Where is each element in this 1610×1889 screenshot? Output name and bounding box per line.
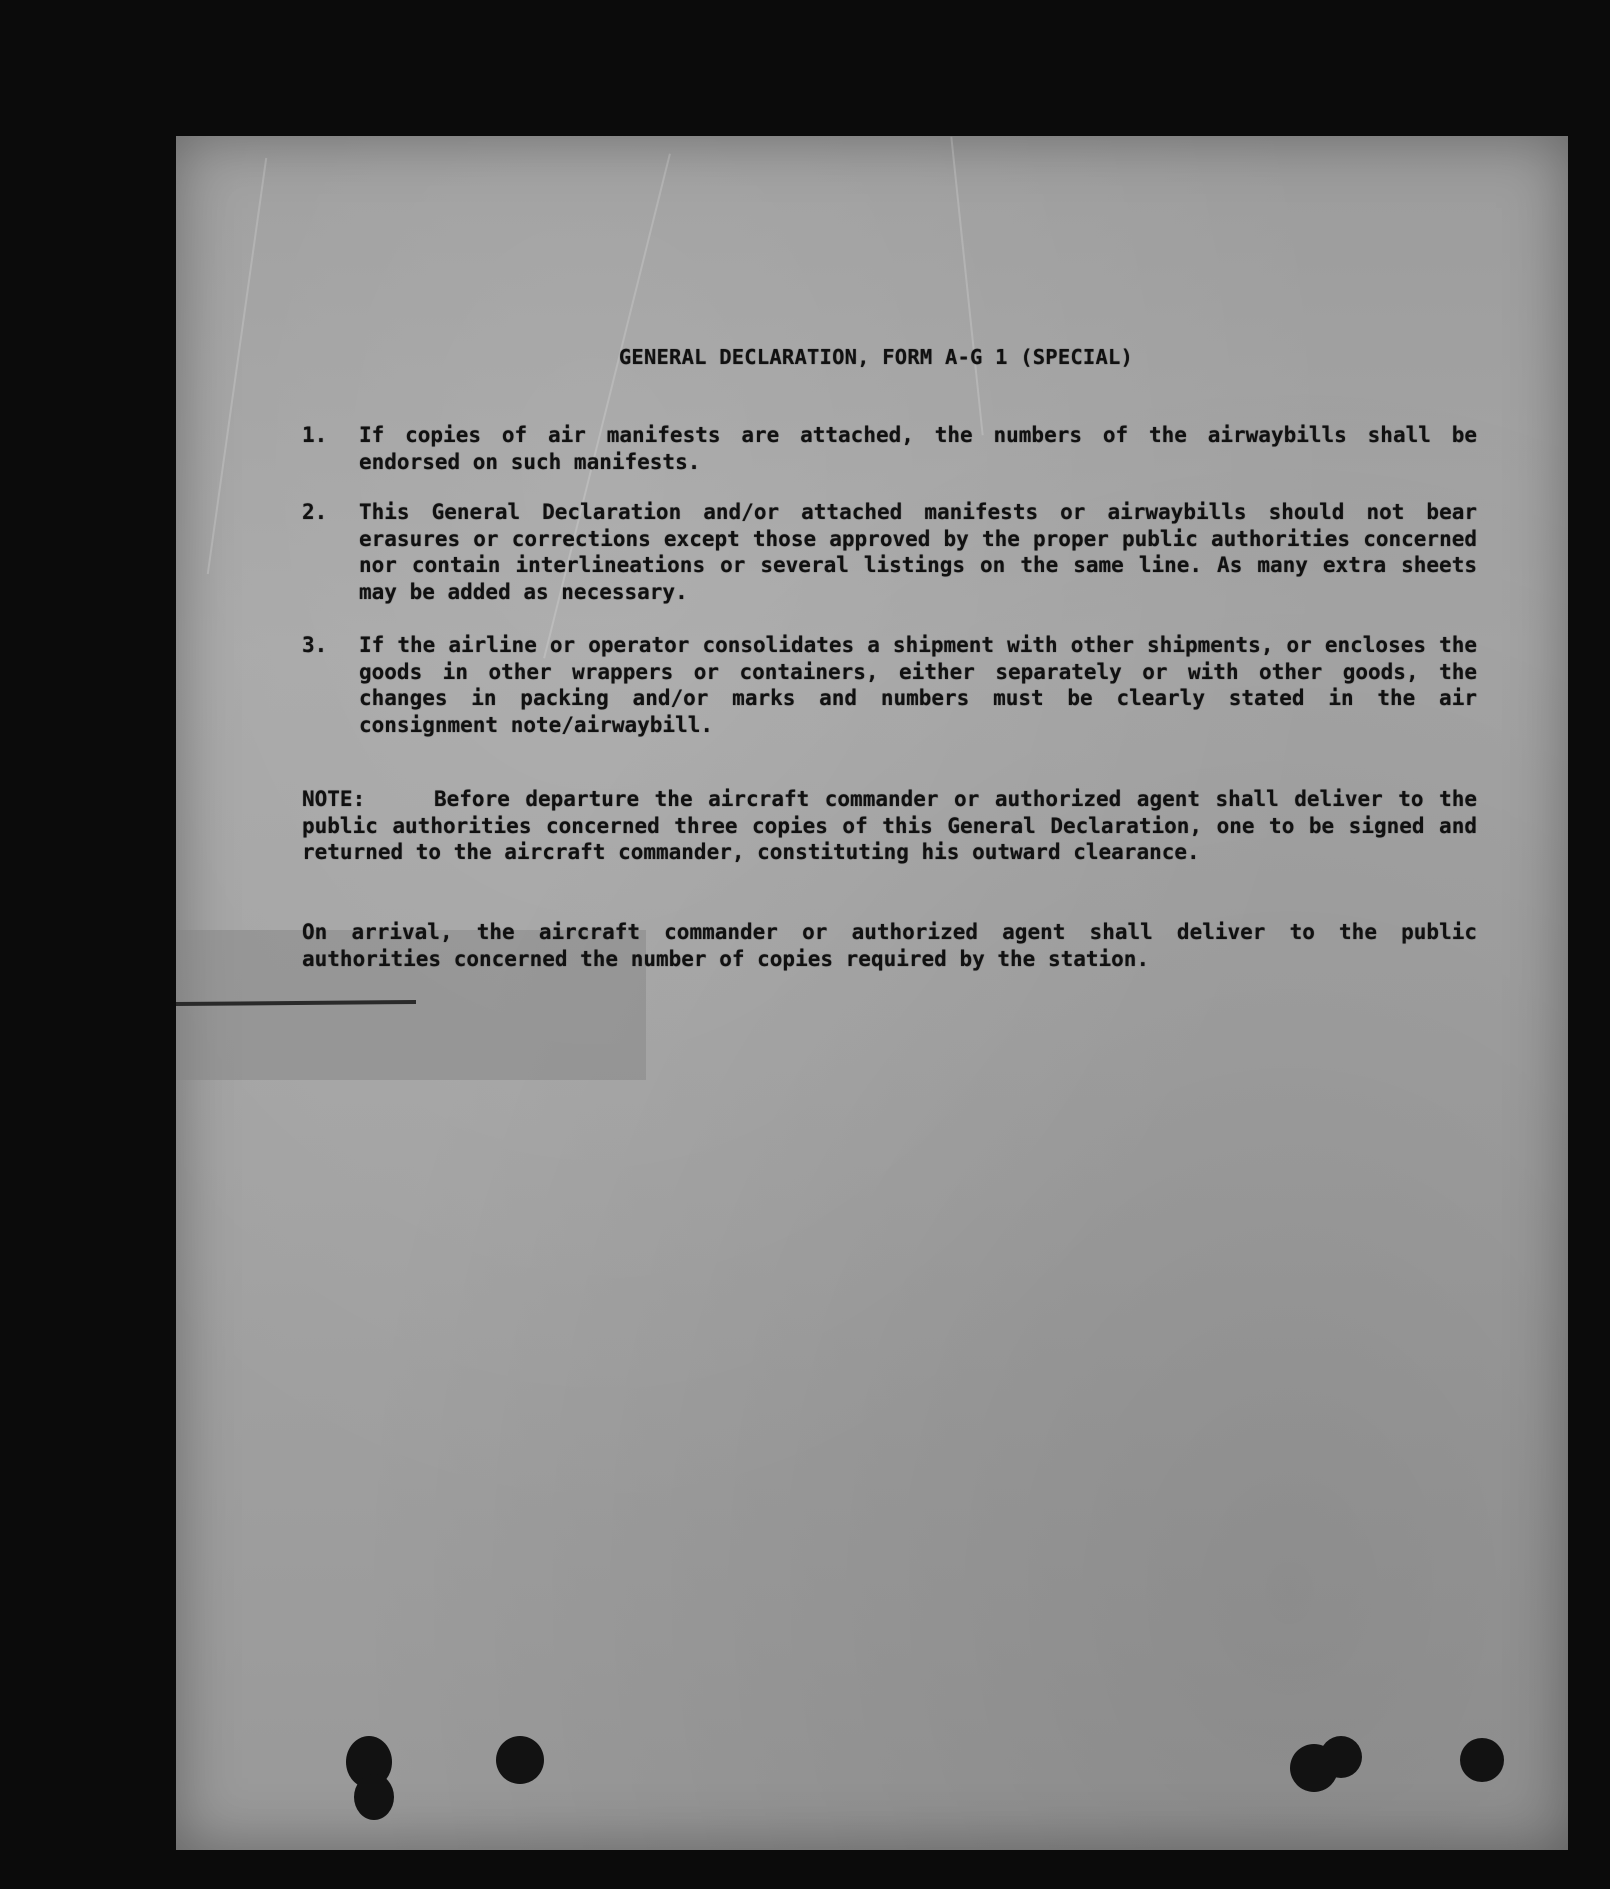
punch-hole (1460, 1738, 1504, 1782)
item-text: If copies of air manifests are attached, the numbers of the airwaybills shall be endorsed on such manifests. (359, 423, 1477, 474)
punch-hole (1320, 1736, 1362, 1778)
document-page (176, 136, 1568, 1850)
document-body (176, 136, 1568, 1850)
document-title: GENERAL DECLARATION, FORM A-G 1 (SPECIAL) (618, 345, 1134, 369)
list-item (302, 632, 1477, 738)
item-text: If the airline or operator consolidates a shipment with other shipments, or encloses the goods in other wrappers or containers, either separately or with other goods, the changes in packing and/or marks and numbers must be clearly stated in the air consignment note/airwaybill. (359, 633, 1477, 737)
punch-hole (496, 1736, 544, 1784)
list-item (302, 499, 1477, 605)
list-item (302, 422, 1477, 475)
item-number: 1. (302, 423, 328, 447)
note-paragraph (302, 786, 1477, 866)
note-text: Before departure the aircraft commander or authorized agent shall deliver to the public authorities concerned three copies of this General Declaration, one to be signed and returned to the aircraft commander, constituting his outward clearance. (302, 787, 1477, 864)
item-text: This General Declaration and/or attached manifests or airwaybills should not bear erasures or corrections except those approved by the proper public authorities concerned nor contain interlineations or several listings on the same line. As many extra sheets may be added as necessary. (359, 500, 1477, 604)
note-label: NOTE: (302, 787, 366, 811)
item-number: 2. (302, 500, 328, 524)
punch-hole (354, 1774, 394, 1820)
arrival-paragraph: On arrival, the aircraft commander or authorized agent shall deliver to the public authorities concerned the number of copies required by the station. (302, 920, 1477, 971)
item-number: 3. (302, 633, 328, 657)
